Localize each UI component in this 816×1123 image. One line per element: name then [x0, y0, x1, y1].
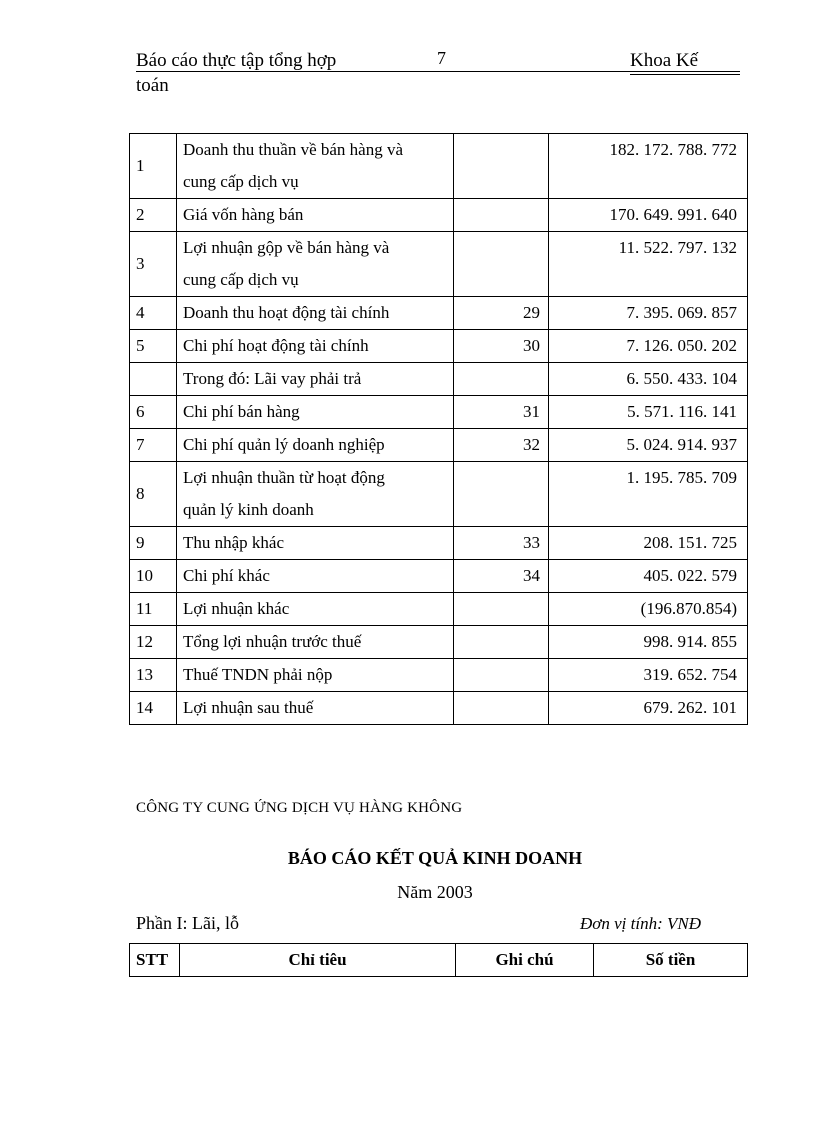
row-indicator-line: Chi phí khác: [183, 566, 270, 585]
row-indicator-line: Lợi nhuận thuần từ hoạt động: [183, 468, 385, 487]
report-part: Phần I: Lãi, lỗ: [136, 913, 239, 933]
row-indicator-line: Chi phí bán hàng: [183, 402, 300, 421]
row-indicator-line: Thuế TNDN phải nộp: [183, 665, 333, 684]
table-row: [130, 330, 748, 363]
row-note: [454, 692, 549, 725]
table-row: [130, 626, 748, 659]
row-indicator: [177, 232, 454, 297]
row-indicator-line: Trong đó: Lãi vay phải trả: [183, 369, 362, 388]
table-row: [130, 429, 748, 462]
row-number: 14: [130, 692, 177, 725]
table-row: [130, 527, 748, 560]
row-number: 2: [130, 199, 177, 232]
header-row: [130, 944, 748, 977]
report-year: Năm 2003: [397, 882, 473, 902]
row-note: 30: [454, 330, 549, 363]
header-table: [129, 943, 748, 977]
row-indicator-line: cung cấp dịch vụ: [183, 270, 299, 289]
row-number: 10: [130, 560, 177, 593]
row-amount: 11. 522. 797. 132: [549, 232, 748, 297]
row-number: 9: [130, 527, 177, 560]
row-amount: 405. 022. 579: [549, 560, 748, 593]
row-indicator-line: Chi phí hoạt động tài chính: [183, 336, 369, 355]
row-amount: 1. 195. 785. 709: [549, 462, 748, 527]
table-row: [130, 659, 748, 692]
row-indicator-line: Lợi nhuận sau thuế: [183, 698, 314, 717]
row-note: 31: [454, 396, 549, 429]
row-indicator: [177, 134, 454, 199]
row-amount: 7. 126. 050. 202: [549, 330, 748, 363]
row-amount: 182. 172. 788. 772: [549, 134, 748, 199]
row-amount: 5. 024. 914. 937: [549, 429, 748, 462]
report-title: BÁO CÁO KẾT QUẢ KINH DOANH: [287, 848, 583, 868]
row-indicator: [177, 363, 454, 396]
row-indicator: [177, 199, 454, 232]
row-number: 11: [130, 593, 177, 626]
row-note: [454, 363, 549, 396]
row-note: [454, 134, 549, 199]
row-number: 8: [130, 462, 177, 527]
table-row: [130, 396, 748, 429]
table-row: [130, 560, 748, 593]
row-amount: 998. 914. 855: [549, 626, 748, 659]
row-indicator-line: Giá vốn hàng bán: [183, 205, 304, 224]
row-amount: 6. 550. 433. 104: [549, 363, 748, 396]
row-number: 5: [130, 330, 177, 363]
row-number: 12: [130, 626, 177, 659]
table-row: [130, 134, 748, 199]
row-note: 33: [454, 527, 549, 560]
header-rule-secondary: [630, 74, 740, 75]
row-amount: 319. 652. 754: [549, 659, 748, 692]
row-indicator: [177, 659, 454, 692]
company-name: CÔNG TY CUNG ỨNG DỊCH VỤ HÀNG KHÔNG: [136, 800, 463, 816]
row-note: [454, 462, 549, 527]
page-number: 7: [437, 48, 446, 68]
header-rule: [136, 71, 740, 72]
currency-unit: Đơn vị tính: VNĐ: [580, 914, 701, 933]
table-row: [130, 363, 748, 396]
table-row: [130, 692, 748, 725]
row-note: 34: [454, 560, 549, 593]
column-header-amount: Số tiền: [594, 944, 748, 977]
row-indicator-line: Lợi nhuận khác: [183, 599, 290, 618]
row-note: [454, 659, 549, 692]
row-indicator: [177, 396, 454, 429]
row-note: [454, 232, 549, 297]
row-number: 7: [130, 429, 177, 462]
row-indicator-line: cung cấp dịch vụ: [183, 172, 299, 191]
column-header-indicator: Chỉ tiêu: [180, 944, 456, 977]
row-number: 3: [130, 232, 177, 297]
header-title: Báo cáo thực tập tổng hợp: [136, 50, 337, 71]
table-row: [130, 199, 748, 232]
header-department: Khoa Kế: [630, 50, 699, 71]
row-indicator-line: Tổng lợi nhuận trước thuế: [183, 632, 362, 651]
row-amount: 170. 649. 991. 640: [549, 199, 748, 232]
row-indicator: [177, 462, 454, 527]
row-amount: 208. 151. 725: [549, 527, 748, 560]
row-number: 4: [130, 297, 177, 330]
row-indicator-line: Lợi nhuận gộp về bán hàng và: [183, 238, 390, 257]
row-amount: (196.870.854): [549, 593, 748, 626]
row-indicator: [177, 593, 454, 626]
row-amount: 7. 395. 069. 857: [549, 297, 748, 330]
row-note: [454, 199, 549, 232]
row-number: 1: [130, 134, 177, 199]
row-note: 29: [454, 297, 549, 330]
row-indicator: [177, 626, 454, 659]
row-indicator-line: Thu nhập khác: [183, 533, 285, 552]
row-indicator: [177, 297, 454, 330]
row-amount: 5. 571. 116. 141: [549, 396, 748, 429]
row-number: [130, 363, 177, 396]
header-department-continuation: toán: [136, 75, 169, 96]
row-indicator: [177, 560, 454, 593]
income-table-body: [130, 134, 748, 725]
row-note: [454, 593, 549, 626]
row-indicator: [177, 527, 454, 560]
table-row: [130, 593, 748, 626]
row-note: [454, 626, 549, 659]
column-header-note: Ghi chú: [456, 944, 594, 977]
row-indicator: [177, 692, 454, 725]
row-indicator-line: Doanh thu thuần về bán hàng và: [183, 140, 403, 159]
row-amount: 679. 262. 101: [549, 692, 748, 725]
table-row: [130, 297, 748, 330]
table-row: [130, 232, 748, 297]
row-indicator-line: Doanh thu hoạt động tài chính: [183, 303, 390, 322]
row-indicator-line: quản lý kinh doanh: [183, 500, 314, 519]
row-indicator: [177, 330, 454, 363]
row-indicator: [177, 429, 454, 462]
row-note: 32: [454, 429, 549, 462]
row-number: 6: [130, 396, 177, 429]
row-indicator-line: Chi phí quản lý doanh nghiệp: [183, 435, 385, 454]
column-header-stt: STT: [130, 944, 180, 977]
row-number: 13: [130, 659, 177, 692]
table-row: [130, 462, 748, 527]
income-table: [129, 133, 748, 725]
